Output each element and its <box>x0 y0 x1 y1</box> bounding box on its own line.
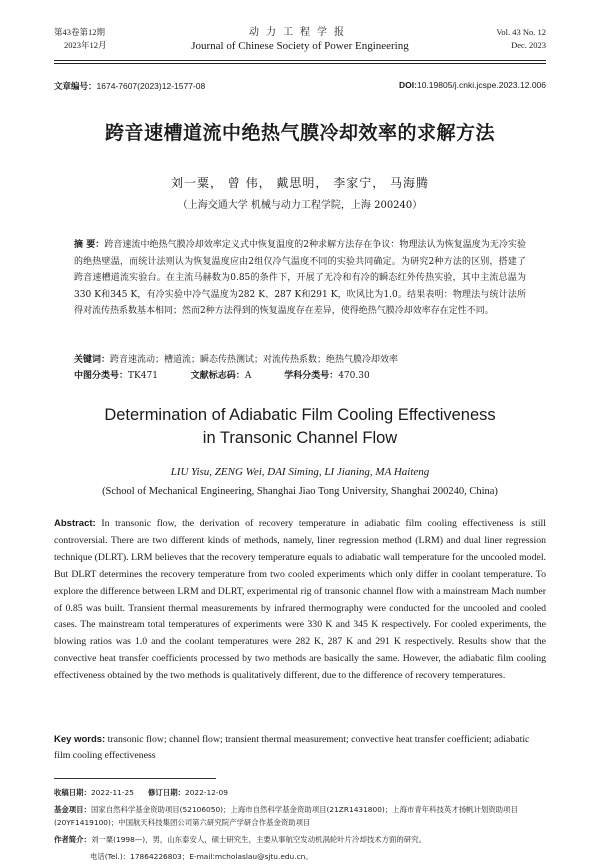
header-center <box>54 26 546 53</box>
footnote-contact: 电话(Tel.)：17864226803；E-mail:mcholaslau@sjtu.edu.cn。 <box>90 852 313 861</box>
authors-en: LIU Yisu, ZENG Wei, DAI Siming, LI Jianing, MA Haiteng <box>170 466 430 478</box>
abstract-en <box>54 516 546 685</box>
doc-code-value: A <box>244 371 252 381</box>
affiliation-en: (School of Mechanical Engineering, Shanghai Jiao Tong University, Shanghai 200240, China) <box>102 486 498 497</box>
keywords-cn <box>74 352 526 368</box>
abstract-en-label: Abstract: <box>54 518 96 529</box>
doi <box>399 80 546 90</box>
header-rule-thin <box>54 63 546 64</box>
header-right <box>496 26 546 52</box>
header-date-en: Dec. 2023 <box>511 40 546 50</box>
subject-code-value: 470.30 <box>338 371 370 381</box>
journal-name-cn: 动力工程学报 <box>249 27 351 38</box>
abstract-cn-text: 跨音速流中绝热气膜冷却效率定义式中恢复温度的2种求解方法存在争议：物理法认为恢复温度为无冷实验的绝热壁温，而统计法则认为恢复温度应由2组仅冷气温度不同的实验共同确定。为研究2种方法的区别，搭建了跨音速槽道流实验台。在主流马赫数为0.85的条件下，开展了无冷和有冷的瞬态红外传热实验，其中主流总温为330 K和345 K，有冷实验中冷气温度为282 K、287 K和291 K，吹风比为1.0。结果表明：物理法与统计法所得对流传热系数基本相同；然而2种方法得到的恢复温度存在差异，使得绝热气膜冷却效率存在定性不同。 <box>74 240 526 317</box>
abstract-cn <box>74 237 526 320</box>
keywords-cn-label: 关键词： <box>74 355 111 365</box>
footnote <box>54 784 546 865</box>
header-volume-cn: 第43卷第12期 <box>54 27 106 37</box>
fund-text: 国家自然科学基金资助项目(52106050)；上海市自然科学基金资助项目(21ZR1431800)；上海市青年科技英才扬帆计划资助项目(20YF1419100)；中国航天科技集团公司第六研究院产学研合作基金资助项目 <box>54 805 518 827</box>
subject-code-label: 学科分类号： <box>284 371 339 381</box>
running-header <box>54 26 546 58</box>
author-bio-text: 刘一粟(1998—)，男，山东泰安人，硕士研究生，主要从事航空发动机涡轮叶片冷却技术方面的研究。 <box>90 835 426 844</box>
title-en-line1: Determination of Adiabatic Film Cooling Effectiveness <box>104 406 496 424</box>
received-label: 收稿日期： <box>54 788 91 797</box>
header-volume-en: Vol. 43 No. 12 <box>496 27 546 37</box>
clc-value: TK471 <box>128 371 158 381</box>
keywords-en-text: transonic flow; channel flow; transient thermal measurement; convective heat transfer coefficient; adiabatic film cooling effectiveness <box>54 734 530 761</box>
journal-name-en: Journal of Chinese Society of Power Engineering <box>191 40 409 52</box>
fund-label: 基金项目： <box>54 805 91 814</box>
footnote-rule <box>54 778 216 779</box>
revised-label: 修订日期： <box>148 788 185 797</box>
doi-value: 10.19805/j.cnki.jcspe.2023.12.006 <box>416 80 546 90</box>
doi-label: DOI: <box>399 80 417 90</box>
article-number-value: 1674-7607(2023)12-1577-08 <box>96 81 206 91</box>
footnote-fund <box>54 803 546 829</box>
article-number-label: 文章编号： <box>54 81 97 91</box>
header-date-cn: 2023年12月 <box>64 40 107 50</box>
abstract-cn-label: 摘 要： <box>74 240 105 250</box>
article-number <box>54 80 205 92</box>
footnote-author <box>54 831 546 848</box>
title-en-line2: in Transonic Channel Flow <box>202 429 398 447</box>
received-date: 2022-11-25 <box>90 788 134 797</box>
revised-date: 2022-12-09 <box>185 788 228 797</box>
classification-cn <box>74 368 526 384</box>
affiliation-cn: （上海交通大学 机械与动力工程学院，上海 200240） <box>177 200 423 211</box>
keywords-cn-text: 跨音速流动；槽道流；瞬态传热测试；对流传热系数；绝热气膜冷却效率 <box>110 355 399 365</box>
doc-code-label: 文献标志码： <box>190 371 245 381</box>
keywords-en-label: Key words: <box>54 734 106 745</box>
title-cn: 跨音速槽道流中绝热气膜冷却效率的求解方法 <box>104 122 495 144</box>
keywords-en <box>54 732 546 764</box>
footnote-dates <box>54 784 546 801</box>
header-rule-thick <box>54 60 546 61</box>
clc-label: 中图分类号： <box>74 371 129 381</box>
title-en <box>0 404 600 450</box>
author-bio-label: 作者简介： <box>54 835 91 844</box>
abstract-en-text: In transonic flow, the derivation of recovery temperature in adiabatic film cooling effectiveness is still controversial. There are two different kinds of methods, namely, liner regression method (LRM) and dual liner regression technique (DLRT). LRM believes that the recovery temperature equals to adiabatic wall temperature for the uncooled model. But DLRT determines the recovery temperature from two cooled experiments which only differ in coolant temperature. To explore the difference between LRM and DLRT, experimental rig of transonic channel flow with a mainstream Mach number of 0.85 was built. Transient thermal measurements by infrared thermography were conducted for the uncooled and cooled cases. The mainstream total temperatures of experiments were 330 K and 345 K respectively. For cooled experiments, the blowing ratios was 1.0 and the coolant temperatures were 282 K, 287 K and 291 K respectively. Results show that the convective heat transfer coefficients processed by two methods are basically the same. However, the adiabatic film cooling effectiveness obtained by the two methods is qualitatively different, due to the difference of recovery temperatures. <box>54 518 546 682</box>
authors-cn: 刘一粟， 曾 伟， 戴思明， 李家宁， 马海腾 <box>170 176 430 190</box>
